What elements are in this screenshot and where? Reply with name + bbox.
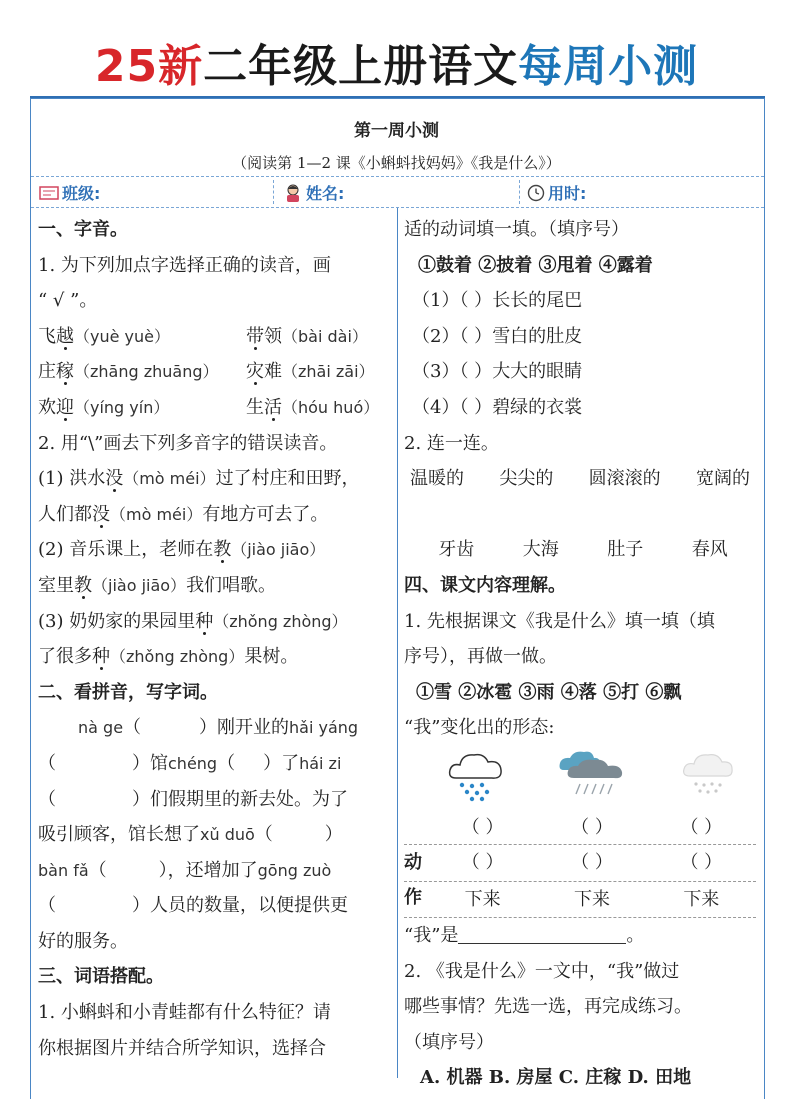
- noun-item[interactable]: 肚子: [607, 539, 644, 561]
- info-divider: [519, 180, 520, 204]
- word-char: 欢: [38, 396, 56, 418]
- s3-q1-text-end: 适的动词填一填。（填序号）: [404, 219, 629, 240]
- text: ，还增加了: [167, 859, 258, 881]
- hail-cloud-icon: [446, 748, 506, 804]
- text: 果树。: [244, 646, 299, 668]
- fill-item-3: [404, 354, 756, 390]
- text: (3) 奶奶家的果园里: [38, 610, 196, 632]
- noun-item[interactable]: 大海: [522, 539, 559, 561]
- adjective-item[interactable]: 温暖的: [410, 468, 464, 490]
- noun-item[interactable]: 牙齿: [438, 539, 475, 561]
- pinyin-options[interactable]: （zhāi zāi）: [282, 362, 375, 382]
- section-3-title: 三、词语搭配。: [38, 966, 164, 988]
- s4-q2-text-cont: 哪些事情？先选一选，再完成练习。: [404, 996, 692, 1018]
- left-column: [38, 212, 393, 1066]
- fill-item-1: [404, 283, 756, 319]
- pinyin-options[interactable]: （jiào jiāo）: [231, 540, 326, 560]
- clock-icon: [527, 184, 545, 202]
- wo-shi-line: [404, 918, 756, 954]
- dotted-char: 种: [195, 610, 214, 632]
- q1-text-cont: “ √ ”。: [38, 290, 98, 312]
- quiz-subtitle: 第一周小测: [354, 121, 439, 141]
- answer-blank[interactable]: （ ）: [571, 851, 613, 873]
- text: 人员的数量，以便提供更: [150, 895, 348, 917]
- word-char: 飞: [38, 325, 56, 347]
- item-number: （2）: [412, 325, 460, 347]
- s3-q1-text: 1. 小蝌蚪和小青蛙都有什么特征？请: [38, 1002, 331, 1024]
- text: 吸引顾客，馆长想了: [38, 824, 200, 846]
- dotted-char: 迎: [56, 396, 74, 418]
- action-label-2: 作: [404, 886, 422, 908]
- phrase: 雪白的肚皮: [492, 325, 583, 347]
- s4-q1-text-cont: 序号），再做一做。: [404, 646, 557, 668]
- form-options: ①雪 ②冰雹 ③雨 ④落 ⑤打 ⑥飘: [416, 681, 682, 703]
- phrase: 长长的尾巴: [492, 290, 583, 312]
- s4-q1-text: 1. 先根据课文《我是什么》填一填（填: [404, 610, 715, 632]
- answer-blank[interactable]: （ ）: [680, 851, 723, 873]
- text: (2) 音乐课上，老师在: [38, 539, 214, 561]
- s4-q2-text: 2. 《我是什么》一文中，“我”做过: [404, 960, 680, 982]
- text: 过了村庄和田野，: [215, 468, 360, 490]
- pinyin: xǔ duō: [200, 825, 255, 845]
- adjective-row: [404, 461, 756, 497]
- info-row: [31, 176, 764, 208]
- word-char: 生: [246, 396, 264, 418]
- noun-item[interactable]: 春风: [691, 539, 728, 561]
- reading-row-1: [38, 319, 393, 355]
- title-main: 二年级上册语文: [203, 41, 519, 92]
- right-column: [404, 212, 756, 1096]
- q2-item-3-cont: [38, 639, 393, 675]
- name-field[interactable]: [283, 181, 344, 204]
- quiz-scope: （阅读第 1—2 课《小蝌蚪找妈妈》《我是什么》）: [232, 154, 561, 172]
- q2-text: 2. 用“\”画去下列多音字的错误读音。: [38, 432, 338, 454]
- snow-cloud-icon: [678, 748, 738, 804]
- text: 。: [626, 925, 645, 947]
- dotted-char: 灾: [246, 361, 264, 383]
- class-icon: [39, 185, 59, 201]
- text: “我”是: [404, 925, 459, 947]
- dotted-char: 种: [92, 646, 110, 668]
- s4-q2-options: A. 机器 B. 房屋 C. 庄稼 D. 田地: [420, 1067, 692, 1089]
- weather-icons: [404, 746, 756, 820]
- spacer: [404, 497, 756, 533]
- s4-q2-hint: （填序号）: [404, 1031, 494, 1053]
- time-label: 用时:: [548, 184, 587, 203]
- adjective-item[interactable]: 宽阔的: [695, 468, 750, 490]
- fill-item-2: [404, 319, 756, 355]
- pinyin: hǎi yáng: [289, 718, 359, 738]
- item-number: （1）: [412, 290, 460, 312]
- action-answer-row: [404, 845, 756, 882]
- phrase: 大大的眼睛: [492, 361, 583, 383]
- pinyin: nà ge: [78, 718, 124, 738]
- text: 我们唱歌。: [186, 574, 277, 596]
- answer-line[interactable]: [458, 921, 626, 944]
- s3-q1-text-cont: 你根据图片并结合所学知识，选择合: [38, 1037, 326, 1059]
- q2-item-2: [38, 532, 393, 568]
- dotted-char: 越: [56, 325, 74, 347]
- answer-blank[interactable]: （ ）: [461, 816, 504, 838]
- pinyin-options[interactable]: （zhǒng zhòng）: [110, 647, 245, 667]
- noun-row: [404, 532, 756, 568]
- xialai-text: 下来: [573, 888, 610, 910]
- item-number: （4）: [412, 396, 460, 418]
- section-2-title: 二、看拼音，写字词。: [38, 681, 218, 703]
- section-4-title: 四、课文内容理解。: [404, 574, 566, 596]
- title-accent: 每周小测: [518, 41, 699, 92]
- text: 了: [281, 752, 300, 774]
- pinyin-line-1: nà ge（ ）刚开业的hǎi yáng: [78, 717, 359, 739]
- word-char: 难: [264, 361, 282, 383]
- q1-text: 1. 为下列加点字选择正确的读音，画: [38, 254, 331, 276]
- dotted-char: 带: [246, 325, 264, 347]
- word-char: 庄: [38, 361, 56, 383]
- pinyin-options[interactable]: （zhǒng zhòng）: [213, 611, 348, 631]
- pinyin: bàn fǎ: [38, 860, 89, 880]
- pinyin-line-5: bàn fǎ（ ），还增加了gōng zuò: [38, 859, 332, 881]
- column-divider: [397, 208, 398, 1078]
- text: (1) 洪水: [38, 468, 106, 490]
- time-field[interactable]: [527, 181, 586, 204]
- info-divider: [273, 180, 274, 204]
- phrase: 碧绿的衣裳: [492, 396, 583, 418]
- page-title: [0, 30, 793, 94]
- pinyin-options[interactable]: （yuè yuè）: [74, 326, 170, 346]
- dotted-char: 活: [264, 396, 282, 418]
- q2-connect-text: 2. 连一连。: [404, 432, 499, 454]
- word-char: 领: [264, 325, 282, 347]
- xialai-row: [404, 882, 756, 919]
- answer-blank[interactable]: （ ）: [461, 851, 504, 873]
- text: 有地方可去了。: [202, 503, 329, 525]
- rain-cloud-icon: [556, 748, 628, 804]
- pinyin-options[interactable]: （mò méi）: [123, 469, 216, 489]
- pinyin-options[interactable]: （yíng yín）: [74, 397, 170, 417]
- forms-label: “我”变化出的形态:: [404, 717, 555, 739]
- class-field[interactable]: [39, 181, 100, 204]
- student-icon: [283, 183, 303, 203]
- reading-row-2: [38, 354, 393, 390]
- text: 馆: [150, 752, 168, 774]
- answer-blank[interactable]: （ ）: [680, 816, 723, 838]
- pinyin-line-2: （ ）馆chéng（ ）了hái zi: [38, 752, 342, 774]
- dotted-char: 没: [92, 503, 110, 525]
- dotted-char: 教: [74, 574, 92, 596]
- answer-blank[interactable]: （ ）: [571, 816, 613, 838]
- dotted-char: 没: [105, 468, 124, 490]
- q2-item-1-cont: [38, 497, 393, 533]
- reading-row-3: [38, 390, 393, 426]
- pinyin: gōng zuò: [257, 860, 332, 880]
- pinyin-line-6: （ ）人员的数量，以便提供更: [38, 895, 348, 917]
- name-label: 姓名:: [306, 184, 345, 203]
- pinyin-line-7: 好的服务。: [38, 930, 128, 952]
- text: 人们都: [38, 503, 92, 525]
- adjective-item[interactable]: 尖尖的: [499, 468, 554, 490]
- item-number: （3）: [412, 361, 460, 383]
- verb-options: ①鼓着 ②披着 ③甩着 ④露着: [418, 254, 653, 276]
- pinyin-options[interactable]: （zhāng zhuāng）: [74, 362, 219, 382]
- action-block: [404, 845, 756, 918]
- answer-blank[interactable]: （ ）: [459, 290, 493, 312]
- xialai-text: 下来: [683, 888, 720, 910]
- text: 们假期里的新去处。为了: [150, 788, 348, 810]
- q2-item-2-cont: [38, 568, 393, 604]
- adjective-item[interactable]: 圆滚滚的: [588, 468, 661, 490]
- section-1-title: 一、字音。: [38, 219, 128, 240]
- pinyin-options[interactable]: （hóu huó）: [282, 397, 380, 417]
- q2-item-1: [38, 461, 393, 497]
- dotted-char: 教: [213, 539, 232, 561]
- answer-blank[interactable]: （ ）: [459, 361, 493, 383]
- pinyin-options[interactable]: （bài dài）: [282, 326, 368, 346]
- pinyin-line-4: 吸引顾客，馆长想了xǔ duō（ ）: [38, 824, 343, 846]
- pinyin-options[interactable]: （mò méi）: [110, 504, 203, 524]
- answer-blank[interactable]: （ ）: [459, 325, 493, 347]
- pinyin: chéng: [168, 753, 218, 773]
- pinyin-options[interactable]: （jiào jiāo）: [92, 575, 187, 595]
- class-label: 班级:: [62, 184, 101, 203]
- pinyin: hái zi: [299, 753, 342, 773]
- text: 室里: [38, 574, 74, 596]
- xialai-text: 下来: [464, 888, 501, 910]
- pinyin-line-3: （ ）们假期里的新去处。为了: [38, 788, 348, 810]
- answer-blank[interactable]: （ ）: [459, 396, 493, 418]
- action-label-1: 动: [404, 851, 422, 873]
- title-number: 25新: [94, 41, 204, 92]
- dotted-char: 稼: [56, 361, 74, 383]
- text: 刚开业的: [217, 717, 290, 739]
- q2-item-3: [38, 604, 393, 640]
- fill-item-4: [404, 390, 756, 426]
- text: 了很多: [38, 646, 92, 668]
